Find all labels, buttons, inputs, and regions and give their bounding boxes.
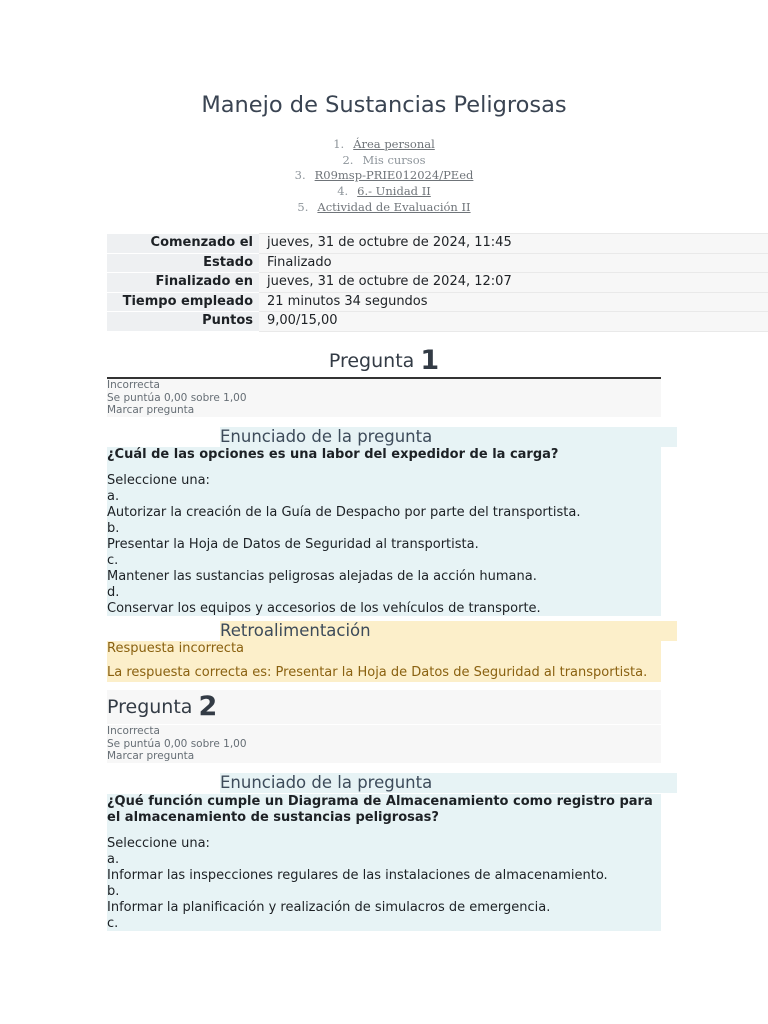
question-1-title [0, 346, 768, 376]
breadcrumb-link-activity[interactable]: Actividad de Evaluación II [317, 199, 471, 214]
summary-label: Puntos [107, 312, 259, 332]
breadcrumb [0, 137, 768, 215]
option-letter: c. [107, 553, 119, 568]
option-letter: c. [107, 916, 119, 931]
breadcrumb-item [0, 137, 768, 153]
breadcrumb-item [0, 168, 768, 184]
option-letter: b. [107, 521, 120, 536]
breadcrumb-number: 1. [333, 137, 345, 151]
flag-question-link[interactable]: Marcar pregunta [107, 750, 195, 762]
summary-row-state [107, 253, 768, 273]
question-score: Se puntúa 0,00 sobre 1,00 [107, 737, 247, 750]
page-title: Manejo de Sustancias Peligrosas [201, 92, 567, 118]
question-2-statement-heading: Enunciado de la pregunta [220, 773, 677, 793]
question-number: 1 [420, 345, 440, 376]
question-1-info [107, 379, 661, 417]
feedback-result: Respuesta incorrecta [107, 641, 245, 656]
breadcrumb-number: 3. [294, 168, 306, 183]
answer-option-c[interactable]: Mantener las sustancias peligrosas alejadas de la acción humana. [107, 569, 537, 584]
feedback-heading: Retroalimentación [220, 621, 677, 641]
breadcrumb-number: 2. [342, 152, 354, 167]
question-2-title [107, 690, 661, 724]
summary-label: Tiempo empleado [107, 292, 259, 312]
breadcrumb-item [0, 184, 768, 200]
question-2-content [107, 794, 661, 931]
option-letter: a. [107, 852, 120, 867]
breadcrumb-number: 4. [337, 184, 349, 199]
summary-value: jueves, 31 de octubre de 2024, 11:45 [259, 234, 768, 254]
question-score: Se puntúa 0,00 sobre 1,00 [107, 391, 247, 404]
question-status: Incorrecta [107, 725, 160, 737]
summary-value: Finalizado [259, 253, 768, 273]
question-number: 2 [198, 691, 218, 722]
option-letter: b. [107, 884, 120, 899]
answer-option-d[interactable]: Conservar los equipos y accesorios de los vehículos de transporte. [107, 601, 541, 616]
answer-option-b[interactable]: Informar la planificación y realización de simulacros de emergencia. [107, 900, 551, 915]
breadcrumb-item [0, 153, 768, 169]
flag-question-link[interactable]: Marcar pregunta [107, 404, 195, 416]
summary-label: Estado [107, 253, 259, 273]
summary-row-finished [107, 273, 768, 293]
question-heading-word: Pregunta [328, 350, 415, 372]
attempt-summary-table [107, 233, 768, 332]
summary-value: 21 minutos 34 segundos [259, 292, 768, 312]
question-1-content [107, 447, 661, 616]
breadcrumb-item [0, 200, 768, 216]
select-one-label: Seleccione una: [107, 836, 210, 851]
breadcrumb-number: 5. [297, 199, 309, 214]
summary-row-started [107, 234, 768, 254]
question-text: ¿Cuál de las opciones es una labor del expedidor de la carga? [107, 447, 559, 462]
answer-option-b[interactable]: Presentar la Hoja de Datos de Seguridad al transportista. [107, 537, 479, 552]
question-text: ¿Qué función cumple un Diagrama de Almacenamiento como registro para el almacenamiento de sustancias peligrosas? [107, 794, 653, 825]
option-letter: d. [107, 585, 120, 600]
select-one-label: Seleccione una: [107, 473, 210, 488]
breadcrumb-link-area-personal[interactable]: Área personal [353, 137, 435, 151]
question-1-statement-heading: Enunciado de la pregunta [220, 427, 677, 447]
question-status: Incorrecta [107, 379, 160, 391]
summary-label: Finalizado en [107, 273, 259, 293]
summary-label: Comenzado el [107, 234, 259, 254]
question-1-feedback [107, 641, 661, 682]
option-letter: a. [107, 489, 120, 504]
answer-option-a[interactable]: Informar las inspecciones regulares de las instalaciones de almacenamiento. [107, 868, 608, 883]
summary-row-points [107, 312, 768, 332]
summary-row-time [107, 292, 768, 312]
breadcrumb-label-mis-cursos: Mis cursos [362, 152, 426, 167]
question-2-info [107, 725, 661, 763]
answer-option-a[interactable]: Autorizar la creación de la Guía de Despacho por parte del transportista. [107, 505, 581, 520]
question-heading-word: Pregunta [107, 696, 193, 718]
breadcrumb-link-unit[interactable]: 6.- Unidad II [357, 184, 431, 199]
summary-value: jueves, 31 de octubre de 2024, 12:07 [259, 273, 768, 293]
summary-value: 9,00/15,00 [259, 312, 768, 332]
feedback-correct-answer: La respuesta correcta es: Presentar la Hoja de Datos de Seguridad al transportista. [107, 665, 648, 680]
breadcrumb-link-course[interactable]: R09msp-PRIE012024/PEed [314, 168, 474, 183]
